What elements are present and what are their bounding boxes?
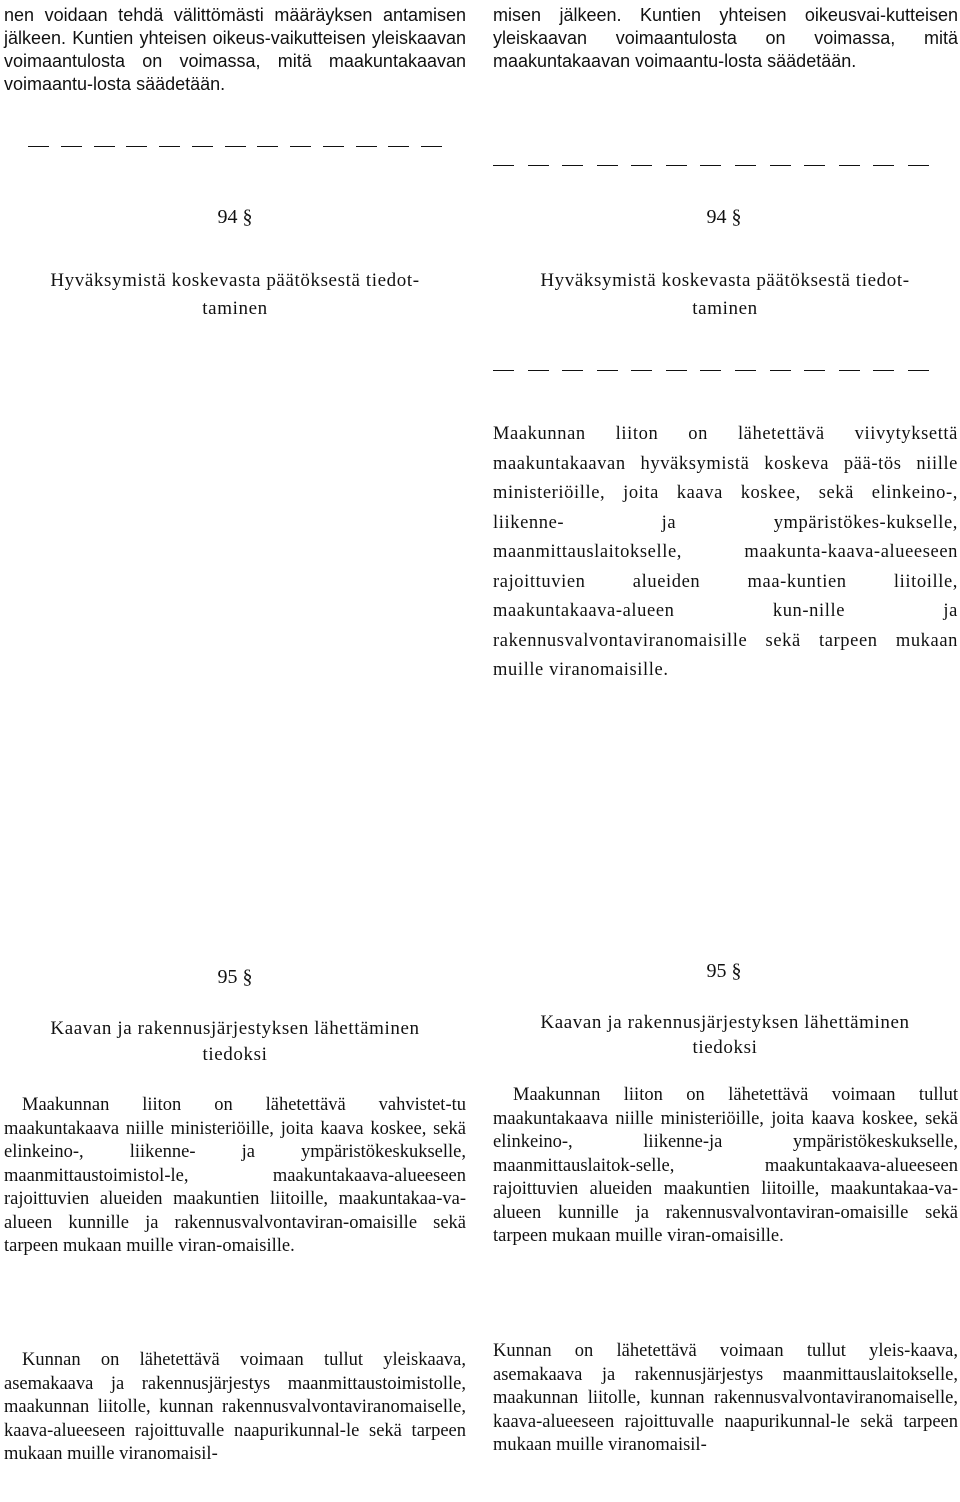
right-section-95-title-line-2: tiedoksi xyxy=(692,1037,758,1058)
section-sign: § xyxy=(242,966,253,988)
right-omission-dashes-2 xyxy=(493,370,929,372)
left-section-95-title-line-2: tiedoksi xyxy=(202,1044,268,1065)
left-section-95-title-line-1: Kaavan ja rakennusjärjestyksen lähettäminen xyxy=(50,1018,420,1039)
right-intro-paragraph: misen jälkeen. Kuntien yhteisen oikeusvai-kutteisen yleiskaavan voimaantulosta on voimassa, mitä maakuntakaavan voimaantu-losta säädetään. xyxy=(493,5,958,71)
right-omission-dashes-1 xyxy=(493,165,929,167)
right-section-95-paragraph-2: Kunnan on lähetettävä voimaan tullut yleis-kaava, asemakaava ja rakennusjärjestys maanmittauslaitokselle, maakunnan liitolle, kunnan rakennusvalvontaviranomaiselle, kaava-alueeseen rajoittuvalle naapurikunnal-le sekä tarpeen mukaan muille viranomaisil- xyxy=(493,1341,958,1455)
right-section-94-title-line-2: taminen xyxy=(692,298,758,319)
left-omission-dashes-1 xyxy=(28,146,442,148)
left-section-94-heading: 94 § xyxy=(217,206,253,228)
left-intro-paragraph: nen voidaan tehdä välittömästi määräyksen antamisen jälkeen. Kuntien yhteisen oikeus-vaikutteisen yleiskaavan voimaantulosta on voimassa, mitä maakuntakaavan voimaantu-losta säädetään. xyxy=(4,5,466,94)
right-section-94-heading: 94 § xyxy=(706,206,742,228)
right-section-95-paragraph-1: Maakunnan liiton on lähetettävä voimaan tullut maakuntakaava niille ministeriöille, joita kaava koskee, sekä elinkeino-, liikenne-ja ympäristökeskukselle, maanmittauslaitok-selle, maakuntakaava-alueeseen rajoittuvien alueiden maakuntien liitoille, maakuntakaa-va-alueen kunnille ja rakennusvalvontaviran-omaisille sekä tarpeen mukaan muille viran-omaisille. xyxy=(493,1085,958,1246)
left-section-95-heading: 95 § xyxy=(217,966,253,988)
right-section-94-paragraph-1: Maakunnan liiton on lähetettävä viivytyksettä maakuntakaavan hyväksymistä koskeva pää-tös niille ministeriöille, joita kaava koskee, sekä elinkeino-, liikenne- ja ympäristökes-kukselle, maanmittauslaitokselle, maakunta-kaava-alueeseen rajoittuvien alueiden maa-kuntien liitoille, maakuntakaava-alueen kun-nille ja rakennusvalvontaviranomaisille sekä tarpeen mukaan muille viranomaisille. xyxy=(493,424,958,680)
right-section-95-heading: 95 § xyxy=(706,960,742,982)
section-sign: § xyxy=(731,206,742,228)
left-section-94-title-line-2: taminen xyxy=(202,298,268,319)
left-section-94-title-line-1: Hyväksymistä koskevasta päätöksestä tiedot- xyxy=(50,270,420,291)
left-section-95-paragraph-2: Kunnan on lähetettävä voimaan tullut yleiskaava, asemakaava ja rakennusjärjestys maanmittaustoimistolle, maakunnan liitolle, kunnan rakennusvalvontaviranomaiselle, kaava-alueeseen rajoittuvalle naapurikunnal-le sekä tarpeen mukaan muille viranomaisil- xyxy=(4,1350,466,1464)
section-sign: § xyxy=(731,960,742,982)
right-section-94-title-line-1: Hyväksymistä koskevasta päätöksestä tiedot- xyxy=(540,270,910,291)
left-section-95-paragraph-1: Maakunnan liiton on lähetettävä vahvistet-tu maakuntakaava niille ministeriöille, joita kaava koskee, sekä elinkeino-, liikenne- ja ympäristökeskukselle, maanmittaustoimistol-le, maakuntakaava-alueeseen rajoittuvien alueiden maakuntien liitoille, maakuntakaa-va-alueen kunnille ja rakennusvalvontaviran-omaisille sekä tarpeen mukaan muille viran-omaisille. xyxy=(4,1095,466,1256)
right-section-95-title-line-1: Kaavan ja rakennusjärjestyksen lähettäminen xyxy=(540,1012,910,1033)
section-sign: § xyxy=(242,206,253,228)
